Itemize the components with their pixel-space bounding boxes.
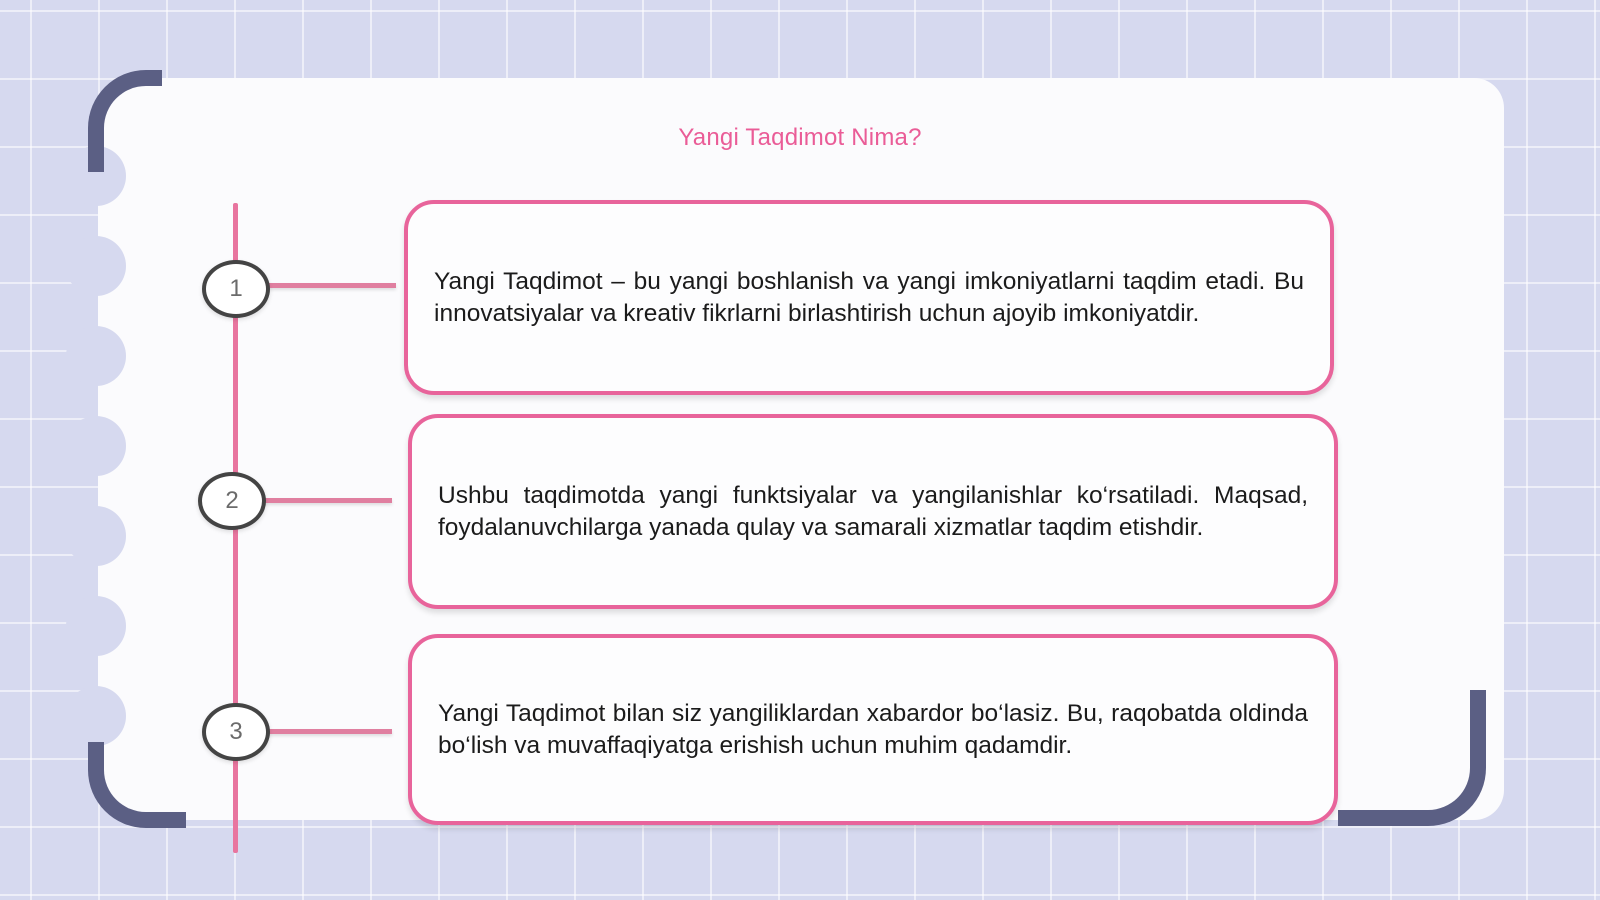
step-connector (264, 283, 396, 288)
step-connector (264, 729, 392, 734)
notebook-scallop (66, 686, 126, 746)
slide-title: Yangi Taqdimot Nima? (678, 124, 922, 151)
frame-corner-bottom-left (88, 742, 186, 828)
step-box-2 (408, 414, 1338, 609)
frame-corner-top-left (88, 70, 162, 172)
notebook-scallop (66, 236, 126, 296)
frame-corner-bottom-right (1338, 690, 1486, 826)
step-text-2: Ushbu taqdimotda yangi funktsiyalar va yangilanishlar ko‘rsatiladi. Maqsad, foydalanuvchilarga yanada qulay va samarali xizmatlar taqdim etishdir. (438, 481, 1308, 541)
step-text-1: Yangi Taqdimot – bu yangi boshlanish va yangi imkoniyatlarni taqdim etadi. Bu innovatsiyalar va kreativ fikrlarni birlashtirish uchun ajoyib imkoniyatdir. (434, 267, 1304, 327)
step-number-3: 3 (202, 703, 270, 761)
step-connector (262, 498, 392, 503)
notebook-scallop (66, 596, 126, 656)
notebook-scallop (66, 326, 126, 386)
notebook-scallop (66, 506, 126, 566)
step-box-1 (404, 200, 1334, 395)
step-text-3: Yangi Taqdimot bilan siz yangiliklardan xabardor bo‘lasiz. Bu, raqobatda oldinda bo‘lish va muvaffaqiyatga erishish uchun muhim qadamdir. (438, 699, 1308, 759)
step-box-3 (408, 634, 1338, 825)
notebook-scallop (66, 416, 126, 476)
step-number-1: 1 (202, 260, 270, 318)
step-number-2: 2 (198, 472, 266, 530)
